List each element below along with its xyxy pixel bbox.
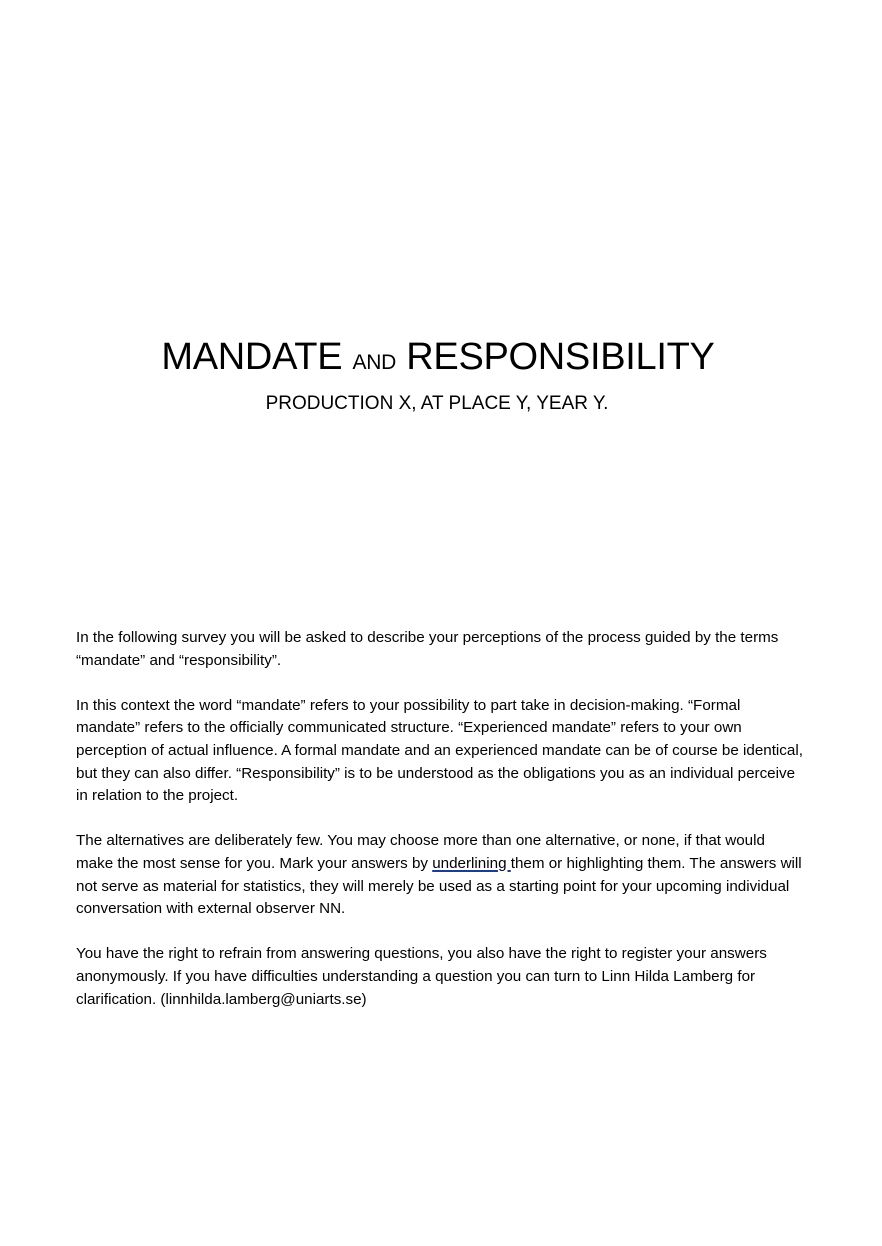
title-word-responsibility: RESPONSIBILITY xyxy=(406,336,715,378)
paragraph-alternatives xyxy=(76,830,806,920)
paragraph-mandate-definition: In this context the word “mandate” refers to your possibility to part take in decision-making. “Formal mandate” refers to the officially communicated structure. “Experienced mandate” refers to your own perception of actual influence. A formal mandate and an experienced mandate can be of course be identical, but they can also differ. “Responsibility” is to be understood as the obligations you as an individual perceive in relation to the project. xyxy=(76,696,803,805)
underlined-word: underlining xyxy=(432,854,511,872)
intro-text xyxy=(76,627,806,1034)
title-connector: AND xyxy=(352,351,396,374)
title-word-mandate: MANDATE xyxy=(161,336,343,378)
paragraph-survey-intro: In the following survey you will be asked to describe your perceptions of the process guided by the terms “mandate” and “responsibility”. xyxy=(76,629,779,669)
page-title xyxy=(0,334,876,386)
paragraph-alternatives-start: The alternatives are deliberately few. You may choose more than one alternative, or none, if that would make the most sense for you. Mark your answers by xyxy=(76,832,765,872)
page-subtitle: PRODUCTION X, AT PLACE Y, YEAR Y. xyxy=(265,393,609,414)
paragraph-rights-contact: You have the right to refrain from answering questions, you also have the right to register your answers anonymously. If you have difficulties understanding a question you can turn to Linn Hilda Lamberg for clarification. (linnhilda.lamberg@uniarts.se) xyxy=(76,945,767,1008)
paragraph-alternatives-end: them or highlighting them. The answers will not serve as material for statistics, they will merely be used as a starting point for your upcoming individual conversation with external observer NN. xyxy=(76,854,802,918)
